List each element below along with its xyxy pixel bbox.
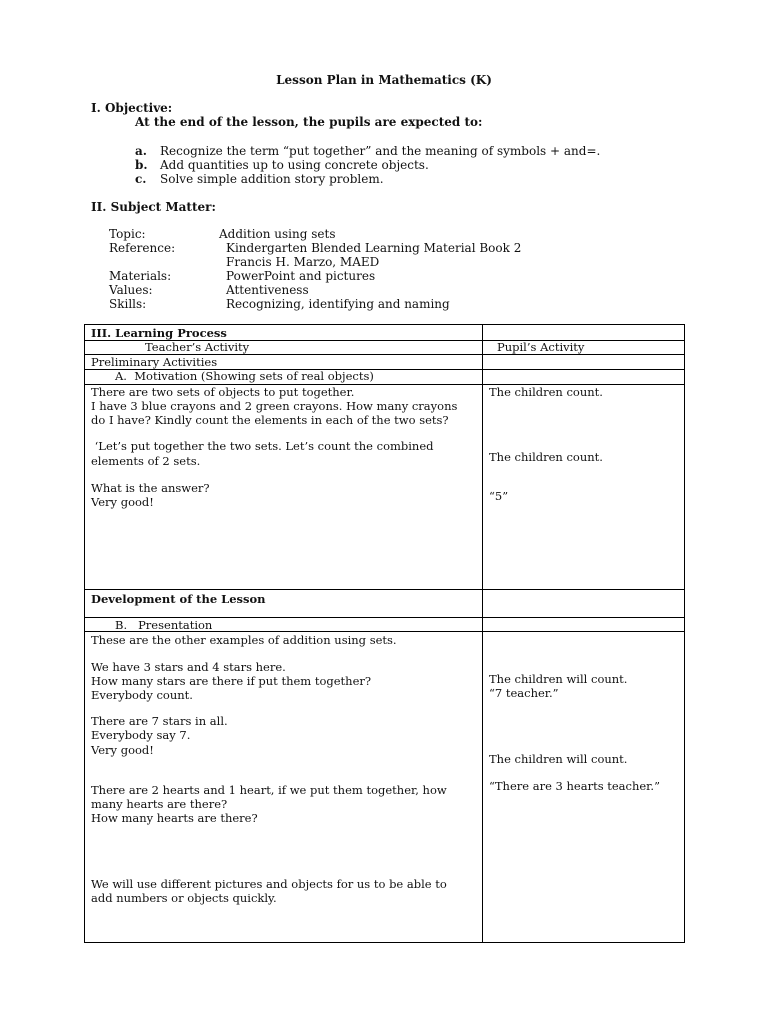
motivation-pupil-line: “5” [489, 489, 509, 503]
presentation-pupil-line: The children will count. [489, 672, 628, 686]
topic-value: Addition using sets [219, 227, 336, 241]
values-value: Attentiveness [226, 283, 309, 297]
presentation-pupil-line: The children will count. [489, 752, 628, 766]
development-heading: Development of the Lesson [91, 592, 266, 606]
pupil-activity-header: Pupil’s Activity [497, 340, 585, 354]
presentation-teacher-line: We have 3 stars and 4 stars here. [91, 660, 286, 674]
presentation-teacher-line: Very good! [91, 743, 154, 757]
subject-matter-heading: II. Subject Matter: [91, 200, 216, 214]
motivation-pupil-line: The children count. [489, 450, 603, 464]
motivation-teacher-line: I have 3 blue crayons and 2 green crayons. How many crayons [91, 399, 458, 413]
presentation-teacher-line: There are 7 stars in all. [91, 714, 228, 728]
objective-intro: At the end of the lesson, the pupils are expected to: [135, 115, 483, 129]
materials-value: PowerPoint and pictures [226, 269, 376, 283]
presentation-teacher-line: We will use different pictures and objects for us to be able to [91, 877, 447, 891]
objective-item-b: Add quantities up to using concrete objects. [160, 158, 429, 172]
motivation-teacher-line: ‘Let’s put together the two sets. Let’s count the combined [91, 439, 434, 453]
motivation-teacher-line: do I have? Kindly count the elements in each of the two sets? [91, 413, 449, 427]
motivation-teacher-line: What is the answer? [91, 481, 210, 495]
reference-label: Reference: [109, 241, 176, 255]
skills-label: Skills: [109, 297, 147, 311]
values-label: Values: [109, 283, 153, 297]
learning-process-heading: III. Learning Process [91, 326, 227, 340]
motivation-teacher-line: Very good! [91, 495, 154, 509]
presentation-teacher-line: add numbers or objects quickly. [91, 891, 277, 905]
teacher-activity-header: Teacher’s Activity [145, 340, 250, 354]
skills-value: Recognizing, identifying and naming [226, 297, 450, 311]
motivation-teacher-line: elements of 2 sets. [91, 454, 201, 468]
presentation-teacher-line: Everybody say 7. [91, 728, 191, 742]
presentation-heading: B. Presentation [115, 618, 213, 632]
presentation-teacher-line: There are 2 hearts and 1 heart, if we put them together, how [91, 783, 447, 797]
objective-heading: I. Objective: [91, 101, 173, 115]
reference-value: Kindergarten Blended Learning Material Book 2 [226, 241, 522, 255]
objective-marker-c: c. [135, 172, 147, 186]
presentation-teacher-line: How many stars are there if put them together? [91, 674, 372, 688]
objective-marker-b: b. [135, 158, 148, 172]
presentation-teacher-line: many hearts are there? [91, 797, 228, 811]
presentation-teacher-line: How many hearts are there? [91, 811, 258, 825]
preliminary-activities: Preliminary Activities [91, 355, 218, 369]
column-divider [482, 325, 483, 942]
document-title: Lesson Plan in Mathematics (K) [276, 73, 492, 87]
topic-label: Topic: [109, 227, 146, 241]
motivation-pupil-line: The children count. [489, 385, 603, 399]
materials-label: Materials: [109, 269, 172, 283]
motivation-teacher-line: There are two sets of objects to put together. [91, 385, 355, 399]
objective-item-c: Solve simple addition story problem. [160, 172, 384, 186]
objective-item-a: Recognize the term “put together” and the meaning of symbols + and=. [160, 144, 601, 158]
row-divider [85, 589, 684, 590]
presentation-teacher-line: Everybody count. [91, 688, 193, 702]
reference-author: Francis H. Marzo, MAED [226, 255, 380, 269]
objective-marker-a: a. [135, 144, 147, 158]
presentation-teacher-line: These are the other examples of addition using sets. [91, 633, 397, 647]
learning-process-table [84, 324, 685, 943]
presentation-pupil-line: “7 teacher.” [489, 686, 559, 700]
presentation-pupil-line: “There are 3 hearts teacher.” [489, 779, 660, 793]
motivation-heading: A. Motivation (Showing sets of real objects) [115, 369, 374, 383]
